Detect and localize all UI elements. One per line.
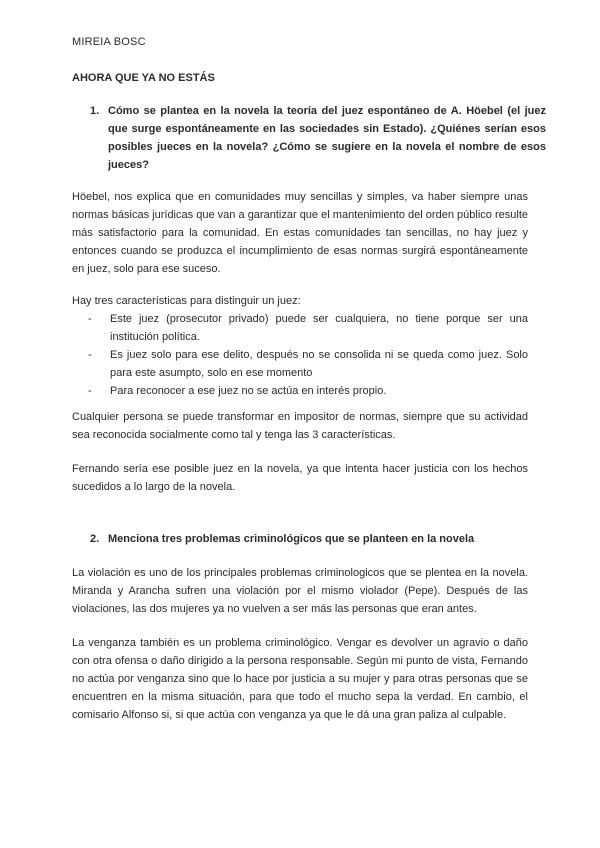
list-item bbox=[72, 310, 528, 346]
list-item-dash: - bbox=[88, 313, 92, 325]
answer-2-paragraph-1: La violación es uno de los principales problemas criminologicos que se plentea en la novela. Miranda y Arancha sufren una violación por el mismo violador (Pepe). Después de las violaciones, las dos mujeres ya no vuelven a ser más las personas que eran antes. bbox=[72, 567, 528, 615]
list-item-dash: - bbox=[88, 385, 92, 397]
answer-1-paragraph-1: Höebel, nos explica que en comunidades muy sencillas y simples, va haber siempre unas normas básicas jurídicas que van a garantizar que el mantenimiento del orden público resulte más satisfactorio para la comunidad. En estas comunidades tan sencillas, no hay juez y entonces cuando se produzca el incumplimiento de esas normas surgirá espontáneamente en juez, solo para ese suceso. bbox=[72, 191, 528, 275]
answer-1-paragraph-2: Hay tres características para distinguir un juez: bbox=[72, 295, 301, 307]
answer-1-paragraph-4: Fernando sería ese posible juez en la novela, ya que intenta hacer justicia con los hechos sucedidos a lo largo de la novela. bbox=[72, 463, 528, 493]
answer-2-paragraph-2: La venganza también es un problema criminológico. Vengar es devolver un agravio o daño con otra ofensa o daño dirigido a la persona responsable. Según mi punto de vista, Fernando no actúa por venganza sino que lo hace por justicia a su mujer y para otras personas que se encuentren en la misma situación, para que todo el mucho sepa la verdad. En cambio, el comisario Alfonso si, si que actúa con venganza ya que le dá una gran paliza al culpable. bbox=[72, 637, 528, 721]
list-item-dash: - bbox=[88, 349, 92, 361]
list-item bbox=[72, 346, 528, 382]
list-item-text: Este juez (prosecutor privado) puede ser cualquiera, no tiene porque ser una institución política. bbox=[110, 313, 528, 343]
document-title: AHORA QUE YA NO ESTÁS bbox=[72, 72, 215, 84]
author-name: MIREIA BOSC bbox=[72, 36, 146, 48]
question-2 bbox=[90, 530, 546, 548]
answer-1-paragraph-3: Cualquier persona se puede transformar en impositor de normas, siempre que su actividad sea reconocida socialmente como tal y tenga las 3 características. bbox=[72, 411, 528, 441]
question-2-number: 2. bbox=[90, 533, 100, 545]
question-1-text: Cómo se plantea en la novela la teoría del juez espontáneo de A. Höebel (el juez que surge espontáneamente en las sociedades sin Estado). ¿Quiénes serían esos posibles jueces en la novela? ¿Cómo se sugiere en la novela el nombre de esos jueces? bbox=[108, 105, 546, 171]
question-2-text: Menciona tres problemas criminológicos que se planteen en la novela bbox=[108, 533, 475, 545]
question-1 bbox=[90, 102, 546, 174]
characteristics-list bbox=[72, 310, 528, 400]
list-item-text: Es juez solo para ese delito, después no se consolida ni se queda como juez. Solo para este asumpto, solo en ese momento bbox=[110, 349, 528, 379]
question-1-number: 1. bbox=[90, 105, 100, 117]
list-item bbox=[72, 382, 528, 400]
list-item-text: Para reconocer a ese juez no se actúa en interés propio. bbox=[110, 385, 387, 397]
